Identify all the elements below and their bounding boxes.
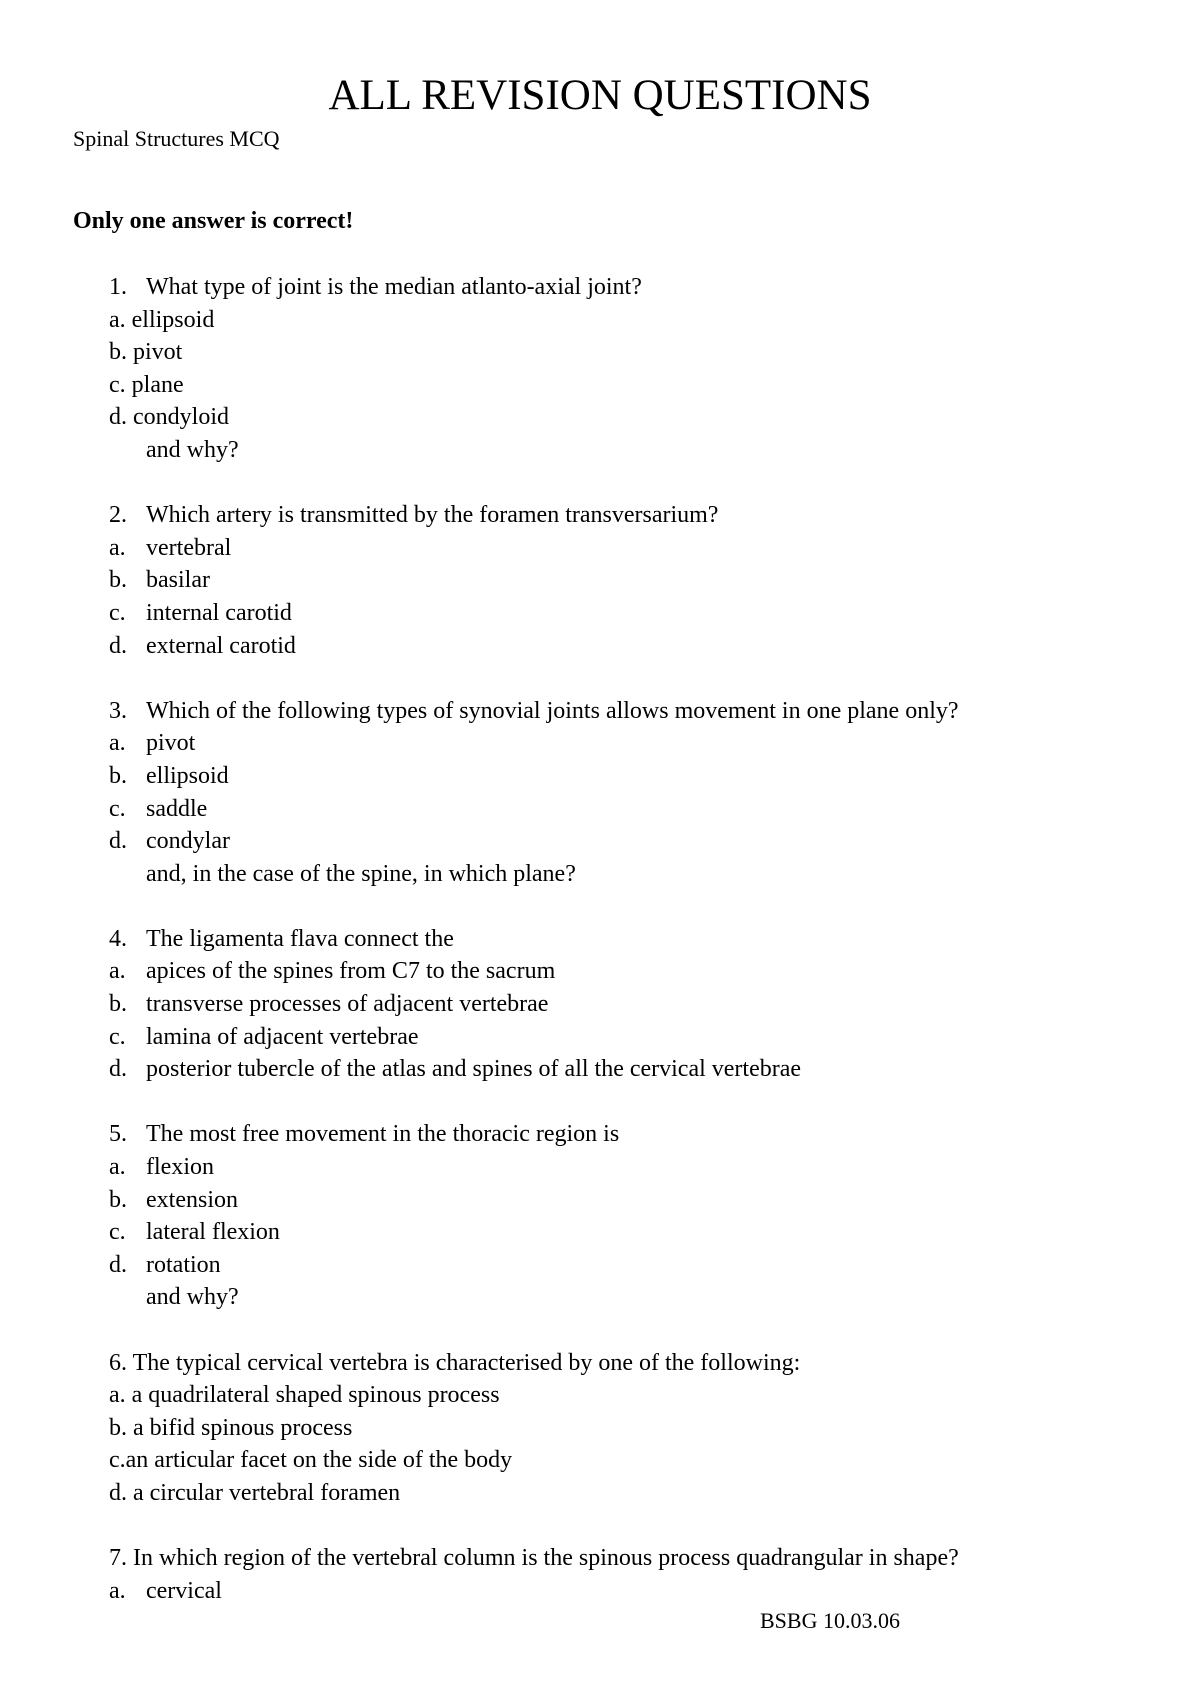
option-c [109,1021,1169,1054]
option-text: cervical [146,1577,222,1604]
option-text: apices of the spines from C7 to the sacrum [146,958,556,985]
option-text: pivot [146,730,196,757]
follow-up: and why? [146,436,239,463]
instruction-text: Only one answer is correct! [73,208,354,234]
option-d: d. a circular vertebral foramen [109,1479,401,1506]
follow-up: and, in the case of the spine, in which plane? [146,860,576,887]
option-b [109,1184,1169,1217]
option-letter: b. [109,762,127,789]
option-letter: c. [109,1023,126,1050]
option-a: a. a quadrilateral shaped spinous process [109,1382,500,1409]
question-1 [109,271,1169,304]
option-c [109,1216,1169,1249]
option-a [109,727,1169,760]
question-number: 4. [109,925,127,952]
option-a [109,1151,1169,1184]
option-letter: d. [109,1056,127,1083]
question-5 [109,1118,1169,1151]
option-letter: c. [109,1219,126,1246]
option-letter: a. [109,730,126,757]
option-letter: b. [109,991,127,1018]
option-letter: d. [109,828,127,855]
option-text: saddle [146,795,208,822]
option-text: lamina of adjacent vertebrae [146,1023,419,1050]
option-text: ellipsoid [146,762,229,789]
question-3 [109,695,1169,728]
question-7: 7. In which region of the vertebral column is the spinous process quadrangular in shape? [109,1545,959,1572]
question-4 [109,923,1169,956]
question-number: 2. [109,502,127,529]
question-text: Which of the following types of synovial joints allows movement in one plane only? [146,697,959,724]
option-d [109,1053,1169,1086]
option-letter: a. [109,534,126,561]
option-a: a. ellipsoid [109,306,215,333]
option-c: c. plane [109,371,184,398]
option-text: rotation [146,1251,221,1278]
page-subtitle: Spinal Structures MCQ [73,126,280,151]
option-text: extension [146,1186,238,1213]
question-text: The most free movement in the thoracic region is [146,1121,620,1148]
option-text: basilar [146,567,210,594]
option-text: internal carotid [146,599,292,626]
option-d [109,630,1169,663]
option-letter: c. [109,795,126,822]
option-c: c.an articular facet on the side of the body [109,1447,513,1474]
option-b [109,760,1169,793]
option-text: flexion [146,1154,214,1181]
question-number: 5. [109,1121,127,1148]
option-a [109,532,1169,565]
option-text: external carotid [146,632,296,659]
option-b [109,564,1169,597]
question-text: What type of joint is the median atlanto-axial joint? [146,274,642,300]
option-b: b. pivot [109,339,183,366]
option-a [109,955,1169,988]
option-c [109,793,1169,826]
option-b: b. a bifid spinous process [109,1414,353,1441]
follow-up: and why? [146,1284,239,1311]
option-d [109,1249,1169,1282]
option-c [109,597,1169,630]
option-d [109,825,1169,858]
option-a [109,1575,1169,1608]
question-number: 3. [109,697,127,724]
option-b [109,988,1169,1021]
option-text: posterior tubercle of the atlas and spines of all the cervical vertebrae [146,1056,802,1083]
option-letter: a. [109,1577,126,1604]
question-text: The ligamenta flava connect the [146,925,454,952]
question-6: 6. The typical cervical vertebra is characterised by one of the following: [109,1349,801,1376]
option-text: vertebral [146,534,232,561]
option-letter: c. [109,599,126,626]
document-footer: BSBG 10.03.06 [760,1608,900,1633]
option-letter: d. [109,632,127,659]
option-letter: b. [109,567,127,594]
question-text: Which artery is transmitted by the foramen transversarium? [146,502,719,529]
option-letter: b. [109,1186,127,1213]
question-2 [109,499,1169,532]
option-letter: a. [109,958,126,985]
option-text: transverse processes of adjacent vertebrae [146,991,549,1018]
page-title: ALL REVISION QUESTIONS [328,72,872,119]
option-text: lateral flexion [146,1219,280,1246]
option-letter: a. [109,1154,126,1181]
question-list [109,271,1169,1607]
question-number: 1. [109,274,127,300]
option-text: condylar [146,828,230,855]
option-d: d. condyloid [109,404,229,431]
option-letter: d. [109,1251,127,1278]
